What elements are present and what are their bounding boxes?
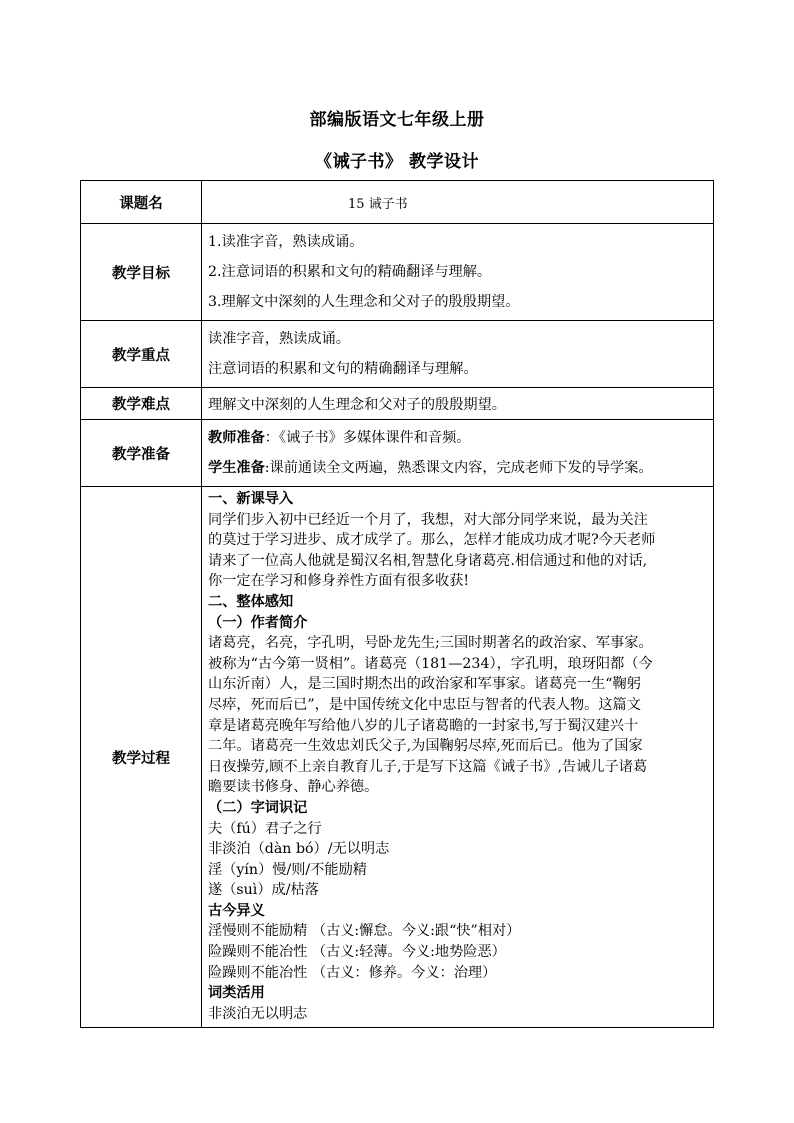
row-key-points — [81, 321, 714, 388]
process-lines — [208, 489, 707, 1024]
teacher-preparation-text: ：《诫子书》多媒体课件和音频。 — [264, 430, 471, 446]
teacher-preparation-label: 教师准备 — [208, 430, 265, 446]
label-process: 教学过程 — [81, 487, 202, 1028]
process-line: 遂（suì）成/枯落 — [208, 882, 319, 899]
process-line: 你一定在学习和修身养性方面有很多收获! — [208, 573, 470, 590]
key-point-item: 读准字音，熟读成诵。 — [208, 331, 350, 347]
label-lesson-title: 课题名 — [81, 181, 202, 224]
process-heading: 古今异义 — [208, 902, 265, 919]
process-line: 夫（fú）君子之行 — [208, 820, 322, 837]
label-goals: 教学目标 — [81, 224, 202, 321]
process-heading: （二）字词识记 — [208, 799, 308, 816]
process-line: 险躁则不能冶性 （古义：修养。今义：治理） — [208, 964, 497, 981]
key-points-content — [202, 321, 714, 388]
label-key-points: 教学重点 — [81, 321, 202, 388]
process-heading: 词类活用 — [208, 985, 265, 1002]
process-line: 被称为“古今第一贤相”。诸葛亮（181—234），字孔明，琅玡阳都（今 — [208, 655, 653, 672]
goal-item: 2.注意词语的积累和文句的精确翻译与理解。 — [208, 264, 492, 280]
goals-content — [202, 224, 714, 321]
process-line: 二年。诸葛亮一生效忠刘氏父子,为国鞠躬尽瘁,死而后已。他为了国家 — [208, 738, 643, 755]
document-subtitle: 《诫子书》 教学设计 — [315, 152, 479, 172]
process-line: 非淡泊（dàn bó）/无以明志 — [208, 841, 390, 858]
process-line: 同学们步入初中已经近一个月了，我想，对大部分同学来说，最为关注 — [208, 511, 648, 528]
row-difficulty — [81, 388, 714, 420]
student-preparation — [208, 453, 707, 483]
process-heading: 二、整体感知 — [208, 593, 294, 610]
row-process — [81, 487, 714, 1028]
label-preparation: 教学准备 — [81, 420, 202, 487]
goal-item: 1.读准字音，熟读成诵。 — [208, 234, 364, 250]
process-line: 日夜操劳,顾不上亲自教育儿子,于是写下这篇《诫子书》,告诫儿子诸葛 — [208, 758, 648, 775]
process-line: 章是诸葛亮晚年写给他八岁的儿子诸葛瞻的一封家书,写于蜀汉建兴十 — [208, 717, 639, 734]
key-point-item: 注意词语的积累和文句的精确翻译与理解。 — [208, 361, 478, 377]
process-line: 险躁则不能冶性 （古义:轻薄。今义:地势险恶） — [208, 944, 506, 961]
teacher-preparation — [208, 423, 707, 453]
row-goals — [81, 224, 714, 321]
process-line: 尽瘁，死而后已”，是中国传统文化中忠臣与智者的代表人物。这篇文 — [208, 696, 641, 713]
process-line: 请来了一位高人他就是蜀汉名相,智慧化身诸葛亮.相信通过和他的对话, — [208, 552, 648, 569]
process-line: 诸葛亮，名亮，字孔明，号卧龙先生;三国时期著名的政治家、军事家。 — [208, 635, 653, 652]
process-content — [202, 487, 714, 1028]
student-preparation-text: :课前通读全文两遍，熟悉课文内容，完成老师下发的导学案。 — [264, 460, 653, 476]
lesson-plan-table — [80, 180, 714, 1028]
process-heading: （一）作者简介 — [208, 614, 308, 631]
process-line: 山东沂南）人，是三国时期杰出的政治家和军事家。诸葛亮一生“鞠躬 — [208, 676, 641, 693]
difficulty-value: 理解文中深刻的人生理念和父对子的殷殷期望。 — [202, 388, 714, 420]
lesson-title-value: 15 诫子书 — [202, 181, 714, 224]
preparation-content — [202, 420, 714, 487]
process-line: 非淡泊无以明志 — [208, 1005, 308, 1022]
process-line: 的莫过于学习进步、成才成学了。那么，怎样才能成功成才呢?今天老师 — [208, 532, 656, 549]
document-title: 部编版语文七年级上册 — [309, 110, 485, 130]
student-preparation-label: 学生准备 — [208, 460, 265, 476]
process-line: 淫（yín）慢/则/不能励精 — [208, 861, 367, 878]
label-difficulty: 教学难点 — [81, 388, 202, 420]
process-heading: 一、新课导入 — [208, 491, 294, 507]
process-line: 瞻要读书修身、静心养德。 — [208, 779, 379, 796]
goal-item: 3.理解文中深刻的人生理念和父对子的殷殷期望。 — [208, 294, 520, 310]
row-preparation — [81, 420, 714, 487]
process-line: 淫慢则不能励精 （古义:懈怠。今义:跟“快”相对） — [208, 923, 521, 940]
row-lesson-title — [81, 181, 714, 224]
